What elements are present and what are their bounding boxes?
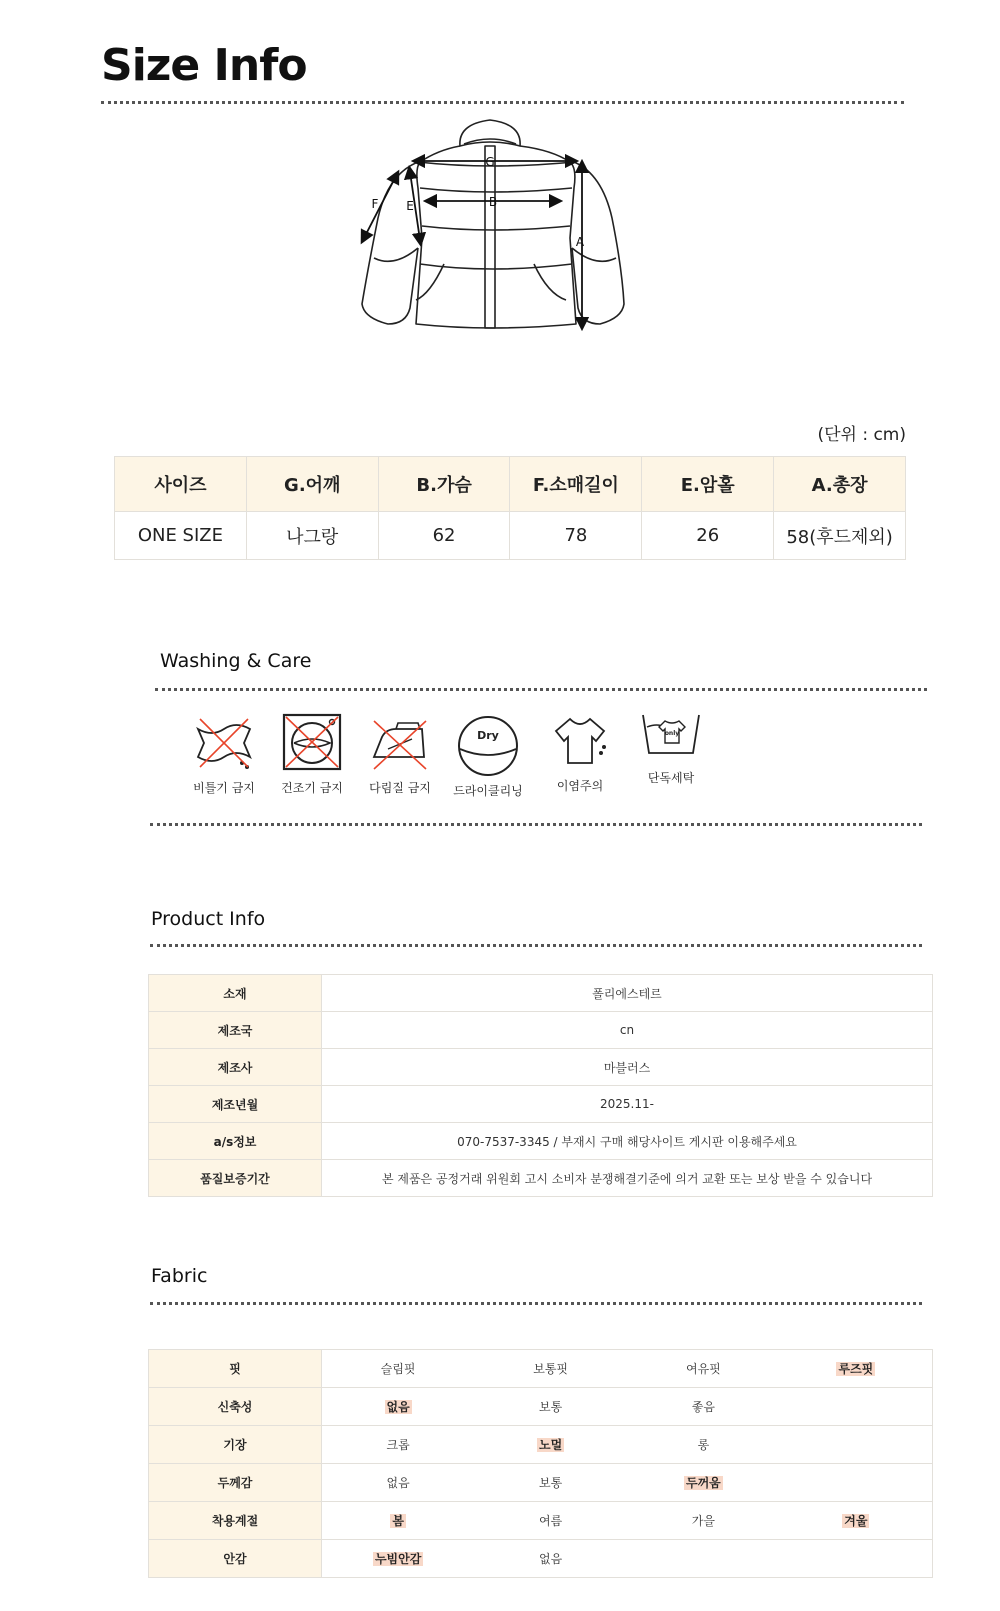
size-cell: 78 [510, 512, 642, 560]
size-header-cell: B.가슴 [378, 457, 510, 512]
info-value: 2025.11- [322, 1086, 933, 1123]
divider [101, 101, 904, 104]
care-label: 단독세탁 [647, 771, 695, 785]
info-value: 본 제품은 공정거래 위원회 고시 소비자 분쟁해결기준에 의거 교환 또는 보상 받을 수 있습니다 [322, 1160, 933, 1197]
table-row [149, 1464, 933, 1502]
wash-separately-icon-text: only [664, 730, 680, 737]
care-dry-clean [443, 715, 533, 799]
unit-label: (단위 : cm) [817, 425, 906, 445]
size-cell: ONE SIZE [115, 512, 247, 560]
info-key: a/s정보 [149, 1123, 322, 1160]
care-no-ironing [355, 715, 445, 796]
table-row [149, 1426, 933, 1464]
product-info-table [148, 974, 933, 1197]
no-tumble-dry-icon [280, 713, 344, 771]
size-header-cell: 사이즈 [115, 457, 247, 512]
care-no-wringing [179, 715, 269, 796]
fabric-key: 두께감 [149, 1464, 322, 1502]
info-key: 소재 [149, 975, 322, 1012]
divider [150, 1302, 922, 1305]
info-key: 품질보증기간 [149, 1160, 322, 1197]
fabric-option: 노멀 [539, 1438, 563, 1452]
table-row [149, 1012, 933, 1049]
fabric-option: 좋음 [691, 1400, 715, 1414]
info-key: 제조년월 [149, 1086, 322, 1123]
size-cell: 58(후드제외) [774, 512, 906, 560]
divider [155, 688, 927, 691]
info-value: 마블러스 [322, 1049, 933, 1086]
fabric-option: 없음 [539, 1552, 563, 1566]
care-wash-separately [626, 711, 716, 786]
fabric-option: 보통 [539, 1400, 563, 1414]
divider [150, 823, 922, 826]
size-cell: 26 [642, 512, 774, 560]
fabric-option: 없음 [386, 1400, 410, 1414]
label-f: F [371, 197, 379, 211]
fabric-title: Fabric [151, 1265, 208, 1287]
fabric-option: 여유핏 [685, 1362, 721, 1376]
info-value: 폴리에스테르 [322, 975, 933, 1012]
color-transfer-icon [548, 713, 612, 769]
fabric-option: 크롭 [386, 1438, 410, 1452]
care-label: 비틀기 금지 [193, 781, 255, 795]
product-info-title: Product Info [151, 908, 266, 930]
size-cell: 62 [378, 512, 510, 560]
table-row [149, 1049, 933, 1086]
fabric-option: 가을 [691, 1514, 715, 1528]
jacket-size-diagram [360, 118, 650, 340]
table-row [149, 1502, 933, 1540]
dry-clean-icon-text: Dry [477, 729, 499, 742]
fabric-option: 보통핏 [533, 1362, 569, 1376]
info-value: cn [322, 1012, 933, 1049]
care-label: 이염주의 [556, 779, 604, 793]
info-key: 제조국 [149, 1012, 322, 1049]
size-header-cell: F.소매길이 [510, 457, 642, 512]
fabric-option: 봄 [392, 1514, 404, 1528]
fabric-option: 두꺼움 [685, 1476, 721, 1490]
size-table-row [115, 512, 906, 560]
info-key: 제조사 [149, 1049, 322, 1086]
divider [150, 944, 922, 947]
no-wringing-icon [192, 715, 256, 771]
table-row [149, 1086, 933, 1123]
care-no-tumble-dry [267, 713, 357, 796]
label-g: G [485, 155, 495, 169]
table-row [149, 1350, 933, 1388]
size-header-cell: G.어깨 [246, 457, 378, 512]
size-header-cell: E.암홀 [642, 457, 774, 512]
table-row [149, 1388, 933, 1426]
care-label: 드라이클리닝 [453, 784, 523, 798]
table-row [149, 1540, 933, 1578]
fabric-table [148, 1349, 933, 1578]
size-table [114, 456, 906, 560]
fabric-option: 겨울 [844, 1514, 868, 1528]
care-label: 건조기 금지 [281, 781, 343, 795]
fabric-key: 기장 [149, 1426, 322, 1464]
label-e: E [406, 199, 414, 213]
size-header-cell: A.총장 [774, 457, 906, 512]
size-info-title: Size Info [101, 40, 307, 91]
fabric-key: 안감 [149, 1540, 322, 1578]
wash-separately-icon [639, 711, 703, 761]
table-row [149, 1123, 933, 1160]
label-a: A [575, 235, 585, 249]
size-table-header [115, 457, 906, 512]
info-value: 070-7537-3345 / 부재시 구매 해당사이트 게시판 이용해주세요 [322, 1123, 933, 1160]
fabric-option: 보통 [539, 1476, 563, 1490]
table-row [149, 1160, 933, 1197]
fabric-key: 신축성 [149, 1388, 322, 1426]
fabric-option: 없음 [386, 1476, 410, 1490]
dry-clean-icon [456, 715, 520, 777]
fabric-option: 롱 [697, 1438, 710, 1452]
care-color-transfer [535, 713, 625, 794]
no-ironing-icon [368, 715, 432, 771]
size-cell: 나그랑 [246, 512, 378, 560]
fabric-option: 누빔안감 [374, 1552, 422, 1566]
fabric-option: 루즈핏 [838, 1362, 874, 1376]
fabric-option: 슬림핏 [380, 1362, 416, 1376]
label-b: B [488, 195, 498, 209]
washing-title: Washing & Care [160, 650, 312, 672]
fabric-key: 핏 [149, 1350, 322, 1388]
care-label: 다림질 금지 [369, 781, 431, 795]
table-row [149, 975, 933, 1012]
fabric-key: 착용계절 [149, 1502, 322, 1540]
fabric-option: 여름 [539, 1514, 563, 1528]
